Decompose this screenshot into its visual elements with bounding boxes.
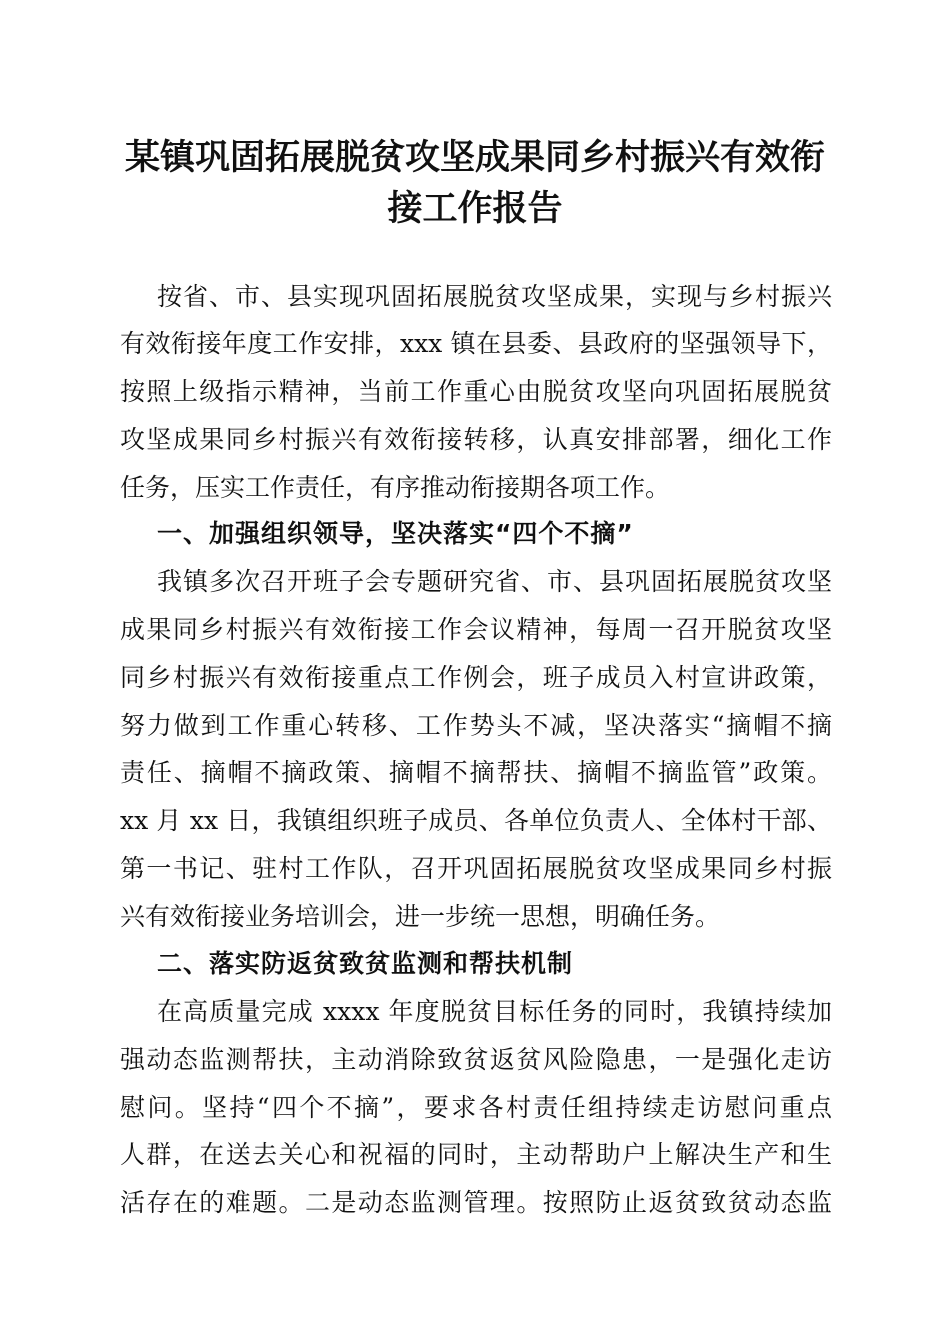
paragraph-line: 有效衔接年度工作安排，xxx 镇在县委、县政府的坚强领导下， [120, 329, 832, 358]
paragraph-line: 第一书记、驻村工作队，召开巩固拓展脱贫攻坚成果同乡村振 [120, 854, 832, 883]
paragraph-line: 攻坚成果同乡村振兴有效衔接转移，认真安排部署，细化工作 [120, 425, 832, 454]
paragraph-line: 任务，压实工作责任，有序推动衔接期各项工作。 [120, 473, 671, 502]
paragraph-line: 按照上级指示精神，当前工作重心由脱贫攻坚向巩固拓展脱贫 [120, 377, 832, 406]
paragraph-line: xx 月 xx 日，我镇组织班子成员、各单位负责人、全体村干部、 [120, 806, 832, 835]
paragraph-line: 活存在的难题。二是动态监测管理。按照防止返贫致贫动态监 [120, 1188, 832, 1217]
paragraph-line: 人群，在送去关心和祝福的同时，主动帮助户上解决生产和生 [120, 1140, 832, 1169]
paragraph-line: 我镇多次召开班子会专题研究省、市、县巩固拓展脱贫攻坚 [157, 567, 832, 596]
document-title-line-2: 接工作报告 [387, 188, 563, 229]
paragraph-line: 努力做到工作重心转移、工作势头不减，坚决落实“摘帽不摘 [120, 711, 832, 740]
paragraph-line: 按省、市、县实现巩固拓展脱贫攻坚成果，实现与乡村振兴 [157, 282, 832, 311]
paragraph-line: 慰问。坚持“四个不摘”，要求各村责任组持续走访慰问重点 [120, 1093, 832, 1122]
paragraph-line: 兴有效衔接业务培训会，进一步统一思想，明确任务。 [120, 902, 721, 931]
section-heading-1: 一、加强组织领导，坚决落实“四个不摘” [157, 519, 634, 548]
paragraph-line: 同乡村振兴有效衔接重点工作例会，班子成员入村宣讲政策， [120, 663, 832, 692]
document-title-line-1: 某镇巩固拓展脱贫攻坚成果同乡村振兴有效衔 [124, 137, 825, 178]
paragraph-line: 责任、摘帽不摘政策、摘帽不摘帮扶、摘帽不摘监管”政策。 [120, 758, 832, 787]
paragraph-line: 强动态监测帮扶，主动消除致贫返贫风险隐患，一是强化走访 [120, 1045, 832, 1074]
paragraph-line: 成果同乡村振兴有效衔接工作会议精神，每周一召开脱贫攻坚 [120, 615, 832, 644]
section-heading-2: 二、落实防返贫致贫监测和帮扶机制 [157, 949, 574, 978]
paragraph-line: 在高质量完成 xxxx 年度脱贫目标任务的同时，我镇持续加 [157, 997, 832, 1026]
